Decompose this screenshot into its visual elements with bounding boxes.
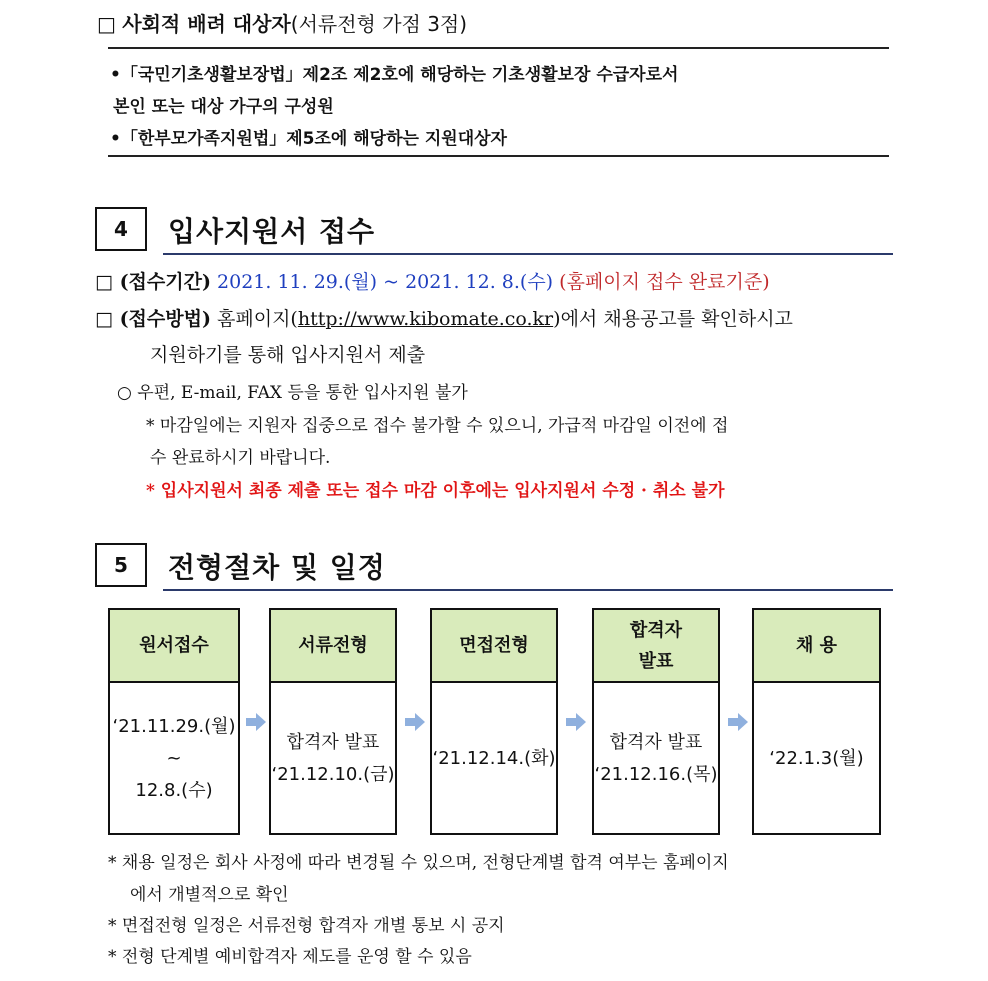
period-label: □ (접수기간) [95,271,211,293]
section-5-underline [163,589,893,591]
right-arrow-icon [404,711,426,733]
schedule-note-2: * 면접전형 일정은 서류전형 합격자 개별 통보 시 공지 [108,916,505,936]
stage-body [271,683,395,835]
stage-body-line: ‘21.12.10.(금) [271,764,395,785]
stage-final-announcement [592,608,720,835]
stage-body [432,683,556,835]
stage-header [754,610,879,683]
period-note: (홈페이지 접수 완료기준) [559,271,770,293]
schedule-note-3: * 전형 단계별 예비합격자 제도를 운영 할 수 있음 [108,947,472,967]
right-arrow-icon [565,711,587,733]
stage-header-line: 채 용 [795,635,838,656]
right-arrow-icon [727,711,749,733]
stage-body-line: ~ [166,748,182,769]
period-value: 2021. 11. 29.(월) ~ 2021. 12. 8.(수) [217,271,554,293]
stage-body [594,683,718,835]
stage-body-line: ‘21.12.14.(화) [432,748,556,769]
top-divider [108,47,889,49]
stage-body-line: 12.8.(수) [135,780,213,801]
social-consideration-title [97,8,467,37]
application-period [95,267,770,294]
stage-header-line: 합격자 [629,619,683,641]
stage-body [754,683,879,835]
stage-header-line: 면접전형 [459,635,529,656]
section-4-underline [163,253,893,255]
stage-body-line: 합격자 발표 [286,732,380,753]
stage-interview [430,608,558,835]
deadline-note-line-2: 수 완료하시기 바랍니다. [150,448,331,468]
stage-header-line: 발표 [638,650,674,672]
social-bullet-1-line-1: •「국민기초생활보장법」제2조 제2호에 해당하는 기초생활보장 수급자로서 [110,65,679,85]
stage-document-screening [269,608,397,835]
social-bullet-2: •「한부모가족지원법」제5조에 해당하는 지원대상자 [110,129,507,149]
stage-hiring [752,608,881,835]
section-4-title: 입사지원서 접수 [168,215,376,248]
section-5-title: 전형절차 및 일정 [168,551,386,584]
method-line-2: 지원하기를 통해 입사지원서 제출 [150,344,426,366]
section-4-number-box: 4 [95,207,147,251]
schedule-note-1: * 채용 일정은 회사 사정에 따라 변경될 수 있으며, 전형단계별 합격 여부는 홈페이지 [108,853,729,873]
application-method [95,304,793,331]
social-title-bold: 사회적 배려 대상자 [122,12,291,36]
circle-item: ○ 우편, E-mail, FAX 등을 통한 입사지원 불가 [117,383,468,403]
stage-body-line: ‘22.1.3(월) [769,748,864,769]
social-title-rest: (서류전형 가점 3점) [290,12,468,36]
stage-header-line: 원서접수 [139,635,209,656]
stage-body-line: 합격자 발표 [609,732,703,753]
stage-application [108,608,240,835]
schedule-note-1-cont: 에서 개별적으로 확인 [130,885,289,905]
stage-header-line: 서류전형 [298,635,368,656]
homepage-link[interactable]: http://www.kibomate.co.kr [297,308,554,330]
stage-header [271,610,395,683]
stage-body-line: ‘21.11.29.(월) [112,716,236,737]
stage-header [432,610,556,683]
stage-header [594,610,718,683]
method-label: □ (접수방법) [95,308,211,330]
checkbox-square-icon: □ [97,12,116,36]
right-arrow-icon [245,711,267,733]
social-bullet-1-line-2: 본인 또는 대상 가구의 구성원 [113,97,334,117]
deadline-note-line-1: * 마감일에는 지원자 집중으로 접수 불가할 수 있으니, 가급적 마감일 이전에 접 [146,416,729,436]
section-5-number-box: 5 [95,543,147,587]
modification-warning: * 입사지원서 최종 제출 또는 접수 마감 이후에는 입사지원서 수정 · 취소 불가 [146,481,725,501]
stage-header [110,610,238,683]
bottom-divider [108,155,889,157]
stage-body [110,683,238,835]
method-post: )에서 채용공고를 확인하시고 [553,308,793,330]
stage-body-line: ‘21.12.16.(목) [594,764,718,785]
method-pre: 홈페이지( [217,308,298,330]
